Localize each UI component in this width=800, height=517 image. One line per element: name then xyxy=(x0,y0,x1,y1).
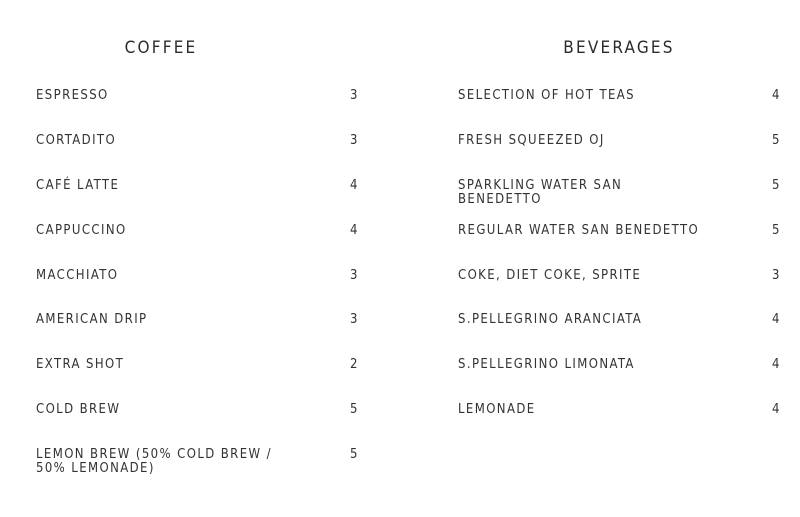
menu-item-price: 3 xyxy=(350,88,358,103)
menu-item xyxy=(458,224,780,269)
menu-item-name: AMERICAN DRIP xyxy=(36,312,148,328)
menu-item-name: CAPPUCCINO xyxy=(36,222,127,238)
menu-item xyxy=(458,134,780,179)
menu-item xyxy=(458,313,780,358)
menu-item xyxy=(36,448,358,493)
menu-item-price: 5 xyxy=(350,402,358,418)
coffee-items-list xyxy=(36,89,358,493)
menu-item xyxy=(36,89,358,134)
menu-item-price: 3 xyxy=(772,267,780,283)
menu-item-price: 5 xyxy=(350,447,358,463)
menu-item xyxy=(458,89,780,134)
menu-item xyxy=(36,179,358,224)
menu-item-price: 5 xyxy=(772,177,780,193)
menu-item-name: COLD BREW xyxy=(36,402,121,418)
menu-item-price: 3 xyxy=(350,132,358,148)
menu-item-price: 4 xyxy=(772,88,780,103)
menu-item-name: SPARKLING WATER SAN BENEDETTO xyxy=(458,177,623,207)
menu-item xyxy=(36,358,358,403)
menu-item-name: CORTADITO xyxy=(36,132,117,148)
menu-item xyxy=(458,269,780,314)
menu-item-price: 3 xyxy=(350,267,358,283)
menu-item-name: REGULAR WATER SAN BENEDETTO xyxy=(458,222,700,238)
menu-item xyxy=(36,403,358,448)
menu-item xyxy=(36,269,358,314)
menu-item-name: S.PELLEGRINO LIMONATA xyxy=(458,357,635,373)
menu-item-name: LEMONADE xyxy=(458,402,536,418)
menu-item-name: FRESH SQUEEZED OJ xyxy=(458,132,605,148)
menu-item-price: 4 xyxy=(772,312,780,328)
menu-item-price: 2 xyxy=(350,357,358,373)
menu-item-price: 4 xyxy=(350,222,358,238)
menu-item-name: EXTRA SHOT xyxy=(36,357,125,373)
menu-item xyxy=(36,224,358,269)
menu-item-name: SELECTION OF HOT TEAS xyxy=(458,88,635,103)
menu-item-price: 3 xyxy=(350,312,358,328)
menu-item-name: COKE, DIET COKE, SPRITE xyxy=(458,267,642,283)
beverages-items-list xyxy=(458,89,780,448)
menu-item xyxy=(36,134,358,179)
menu-item-name: LEMON BREW (50% COLD BREW / 50% LEMONADE) xyxy=(36,447,272,477)
menu-item-price: 5 xyxy=(772,222,780,238)
menu-item xyxy=(36,313,358,358)
menu-item-name: CAFÉ LATTE xyxy=(36,177,120,193)
menu-item-name: MACCHIATO xyxy=(36,267,119,283)
menu-item-price: 5 xyxy=(772,132,780,148)
coffee-section-title: COFFEE xyxy=(124,38,198,58)
menu-item-price: 4 xyxy=(772,357,780,373)
menu-item-price: 4 xyxy=(350,177,358,193)
menu-item-name: S.PELLEGRINO ARANCIATA xyxy=(458,312,643,328)
menu-item-name: ESPRESSO xyxy=(36,88,109,103)
menu-item xyxy=(458,179,780,224)
menu-item xyxy=(458,358,780,403)
beverages-section-title: BEVERAGES xyxy=(563,38,675,58)
menu-item-price: 4 xyxy=(772,402,780,418)
menu-item xyxy=(458,403,780,448)
